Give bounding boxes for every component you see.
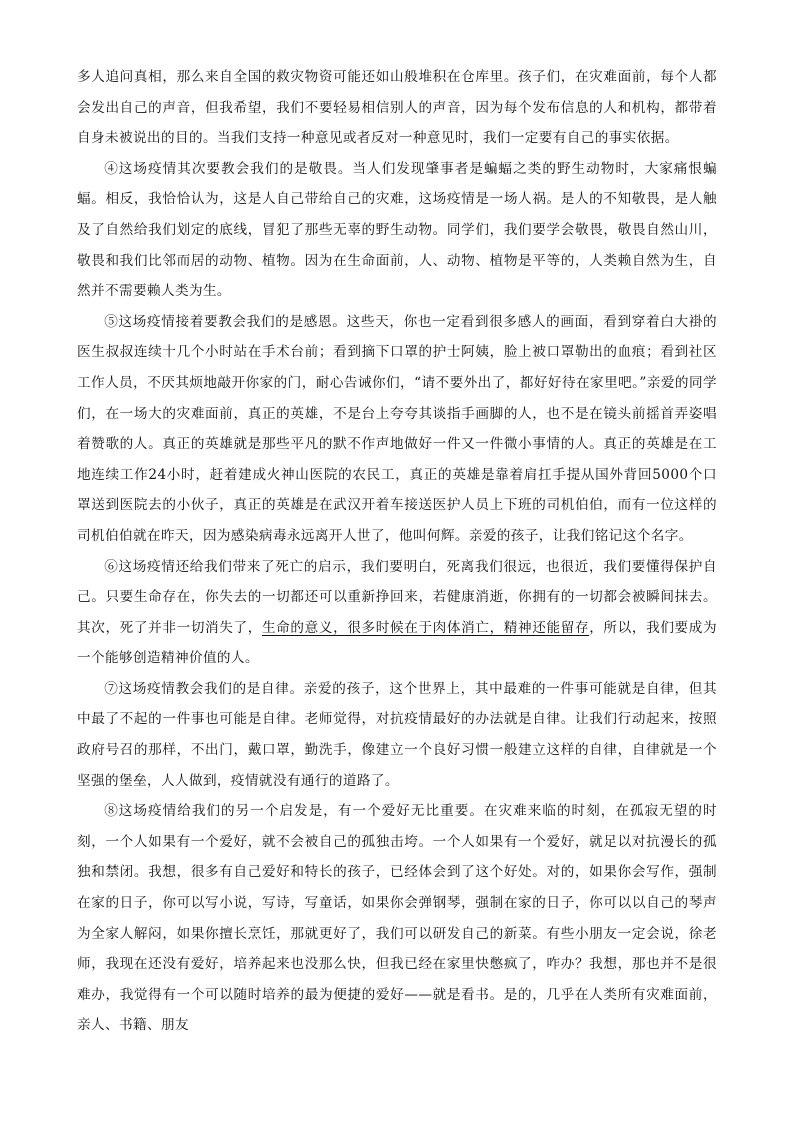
paragraph-6-after: ，所以，我们要成为一个能够创造精神价值的人。	[77, 619, 717, 667]
paragraph-5-gratitude: ⑤这场疫情接着要教会我们的是感恩。这些天，你也一定看到很多感人的画面，看到穿着白大褂的医生叔叔连续十几个小时站在手术台前；看到摘下口罩的护士阿姨，脸上被口罩勒出的血痕；看到社区工作人员，不厌其烦地敲开你家的门，耐心告诫你们，“请不要外出了，都好好待在家里吧。”亲爱的同学们，在一场大的灾难面前，真正的英雄，不是台上夸夸其谈指手画脚的人，也不是在镜头前摇首弄姿唱着赞歌的人。真正的英雄就是那些平凡的默不作声地做好一件又一件微小事情的人。真正的英雄是在工地连续工作24小时，赶着建成火神山医院的农民工，真正的英雄是靠着肩扛手提从国外背回5000个口罩送到医院去的小伙子，真正的英雄是在武汉开着车接送医护人员上下班的司机伯伯，而有一位这样的司机伯伯就在昨天，因为感染病毒永远离开人世了，他叫何辉。亲爱的孩子，让我们铭记这个名字。	[77, 313, 717, 544]
paragraph-4-awe: ④这场疫情其次要教会我们的是敬畏。当人们发现肇事者是蝙蝠之类的野生动物时，大家痛恨蝙蝠。相反，我恰恰认为，这是人自己带给自己的灾难，这场疫情是一场人祸。是人的不知敬畏，是人触及了自然给我们划定的底线，冒犯了那些无辜的野生动物。同学们，我们要学会敬畏，敬畏自然山川，敬畏和我们比邻而居的动物、植物。因为在生命面前，人、动物、植物是平等的，人类赖自然为生，自然并不需要赖人类为生。	[77, 160, 717, 300]
underlined-sentence: 生命的意义，很多时候在于肉体消亡，精神还能留存	[261, 619, 590, 636]
paragraph-7-self-discipline: ⑦这场疫情教会我们的是自律。亲爱的孩子，这个世界上，其中最难的一件事可能就是自律，但其中最了不起的一件事也可能是自律。老师觉得，对抗疫情最好的办法就是自律。让我们行动起来，按照政府号召的那样，不出门，戴口罩，勤洗手，像建立一个良好习惯一般建立这样的自律，自律就是一个坚强的堡垒，人人做到，疫情就没有通行的道路了。	[77, 680, 717, 789]
paragraph-6-before: ⑥这场疫情还给我们带来了死亡的启示，我们要明白，死离我们很远，也很近，我们要懂得保护自己。只要生命存在，你失去的一切都还可以重新挣回来，若健康消逝，你拥有的一切都会被瞬间抹去。其次，死了并非一切消失了，	[77, 558, 717, 636]
paragraph-6-death	[77, 552, 717, 674]
paragraph-continuation: 多人追问真相，那么来自全国的救灾物资可能还如山般堆积在仓库里。孩子们，在灾难面前，每个人都会发出自己的声音，但我希望，我们不要轻易相信别人的声音，因为每个发布信息的人和机构，都带着自身未被说出的目的。当我们支持一种意见或者反对一种意见时，我们一定要有自己的事实依据。	[77, 69, 717, 147]
article-body	[77, 62, 717, 1041]
paragraph-8-hobby: ⑧这场疫情给我们的另一个启发是，有一个爱好无比重要。在灾难来临的时刻，在孤寂无望的时刻，一个人如果有一个爱好，就不会被自己的孤独击垮。一个人如果有一个爱好，就足以对抗漫长的孤独和禁闭。我想，很多有自己爱好和特长的孩子，已经体会到了这个好处。对的，如果你会写作，强制在家的日子，你可以写小说，写诗，写童话，如果你会弹钢琴，强制在家的日子，你可以以自己的琴声为全家人解闷，如果你擅长烹饪，那就更好了，我们可以研发自己的新菜。有些小朋友一定会说，徐老师，我现在还没有爱好，培养起来也没那么快，但我已经在家里快憋疯了，咋办？我想，那也并不是很难办，我觉得有一个可以随时培养的最为便捷的爱好——就是看书。是的，几乎在人类所有灾难面前，亲人、书籍、朋友	[77, 803, 717, 1034]
